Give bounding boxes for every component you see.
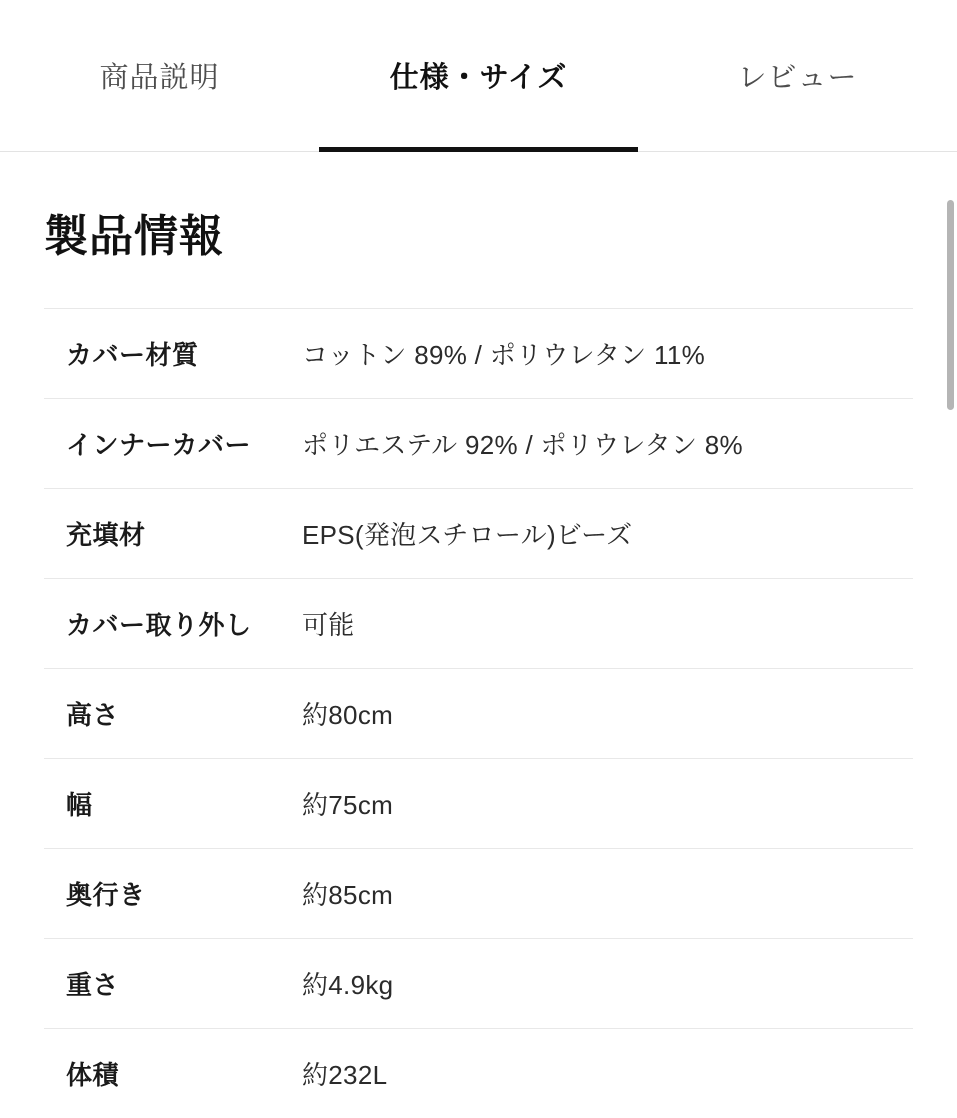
product-spec-table: [44, 308, 913, 1118]
table-row: [44, 939, 913, 1029]
spec-label: インナーカバー: [44, 399, 302, 489]
table-row: [44, 1029, 913, 1118]
product-detail-tabs: [0, 0, 957, 152]
scrollbar-thumb[interactable]: [947, 200, 954, 410]
spec-value: 約80cm: [302, 669, 913, 759]
vertical-scrollbar[interactable]: [947, 0, 957, 1080]
spec-label: 充填材: [44, 489, 302, 579]
spec-label: 重さ: [44, 939, 302, 1029]
specs-panel: [0, 200, 957, 1118]
table-row: [44, 669, 913, 759]
spec-value: 約75cm: [302, 759, 913, 849]
table-row: [44, 759, 913, 849]
spec-value: 可能: [302, 579, 913, 669]
table-row: [44, 849, 913, 939]
spec-value: 約85cm: [302, 849, 913, 939]
spec-value: 約4.9kg: [302, 939, 913, 1029]
tab-description[interactable]: [0, 0, 319, 151]
spec-value: ポリエステル 92% / ポリウレタン 8%: [302, 399, 913, 489]
spec-label: 奥行き: [44, 849, 302, 939]
spec-label: カバー取り外し: [44, 579, 302, 669]
spec-value: コットン 89% / ポリウレタン 11%: [302, 309, 913, 399]
tab-specs-size[interactable]: [319, 0, 638, 151]
table-row: [44, 399, 913, 489]
table-row: [44, 309, 913, 399]
page-title: 製品情報: [44, 200, 913, 264]
tab-description-label: 商品説明: [99, 55, 219, 96]
spec-label: 幅: [44, 759, 302, 849]
spec-label: カバー材質: [44, 309, 302, 399]
spec-value: 約232L: [302, 1029, 913, 1118]
spec-label: 体積: [44, 1029, 302, 1118]
spec-label: 高さ: [44, 669, 302, 759]
table-row: [44, 579, 913, 669]
table-row: [44, 489, 913, 579]
spec-value: EPS(発泡スチロール)ビーズ: [302, 489, 913, 579]
tab-reviews[interactable]: [638, 0, 957, 151]
tab-specs-size-label: 仕様・サイズ: [390, 55, 568, 96]
tab-reviews-label: レビュー: [737, 55, 857, 96]
